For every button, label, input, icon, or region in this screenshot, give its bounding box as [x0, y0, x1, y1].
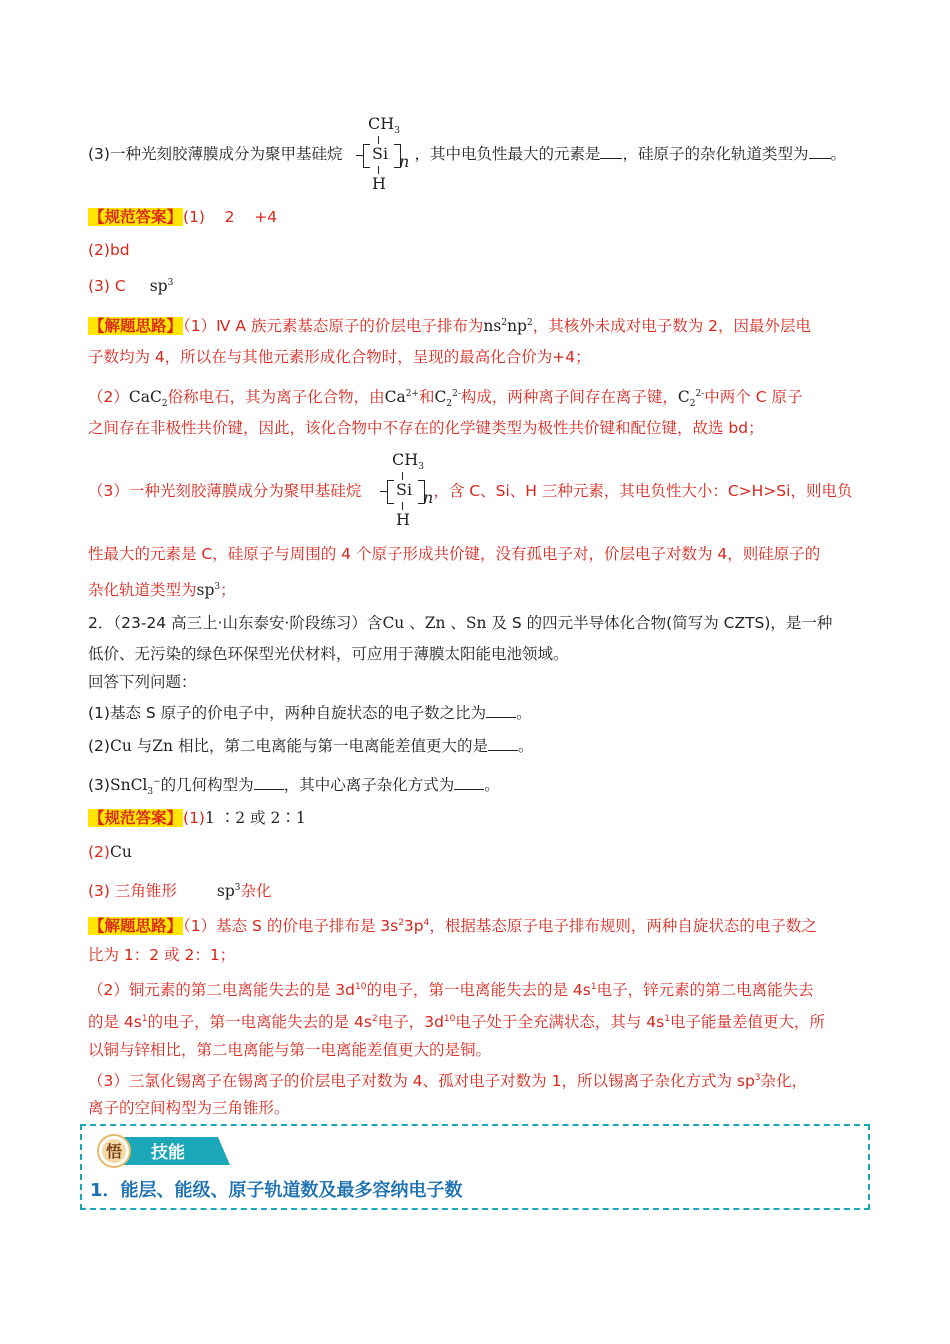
question-2-part-1: (1)基态 S 原子的价电子中，两种自旋状态的电子数之比为 。 — [88, 704, 532, 722]
question-2-part-2: (2)Cu 与Zn 相比，第二电离能与第一电离能差值更大的是 。 — [88, 737, 534, 755]
answer-2-line-2: (2)Cu — [88, 843, 132, 861]
explain-1-p3: （3）一种光刻胶薄膜成分为聚甲基硅烷 ，含 C、Si、H 三种元素，其电负性大小：C>H>Si，则电负 — [88, 482, 853, 500]
explain-2-p2-line-2: 的是 $4s^1$的电子，第一电离能失去的是 $4s^2$电子，$3d^{10}$电子处于全充满状态，其与 $4s^1$电子能量差值更大，所 — [88, 1013, 825, 1032]
question-2-intro: 2．（23-24 高三上·山东泰安·阶段练习）含Cu 、Zn 、Sn 及 S 的四元半导体化合物(简写为 CZTS)，是一种 — [88, 614, 833, 632]
polymer-structure: $CH_3$ Si n H — [356, 114, 426, 194]
answer-1-line-2: (2)bd — [88, 241, 130, 259]
skill-title: 1．能层、能级、原子轨道数及最多容纳电子数 — [90, 1180, 463, 1201]
answer-1-line-1: 【规范答案】(1) 2 +4 — [89, 208, 278, 226]
explain-1-p3-line-2: 性最大的元素是 C，硅原子与周围的 4 个原子形成共价键，没有孤电子对，价层电子对数为 4，则硅原子的 — [88, 545, 821, 563]
polymer-structure-2: $CH_3$ Si n H — [380, 450, 450, 530]
answer-2-line-1: 【规范答案】(1)1 ∶2 或 2∶1 — [89, 809, 306, 827]
explain-2-p2-line-3: 以铜与锌相比，第二电离能与第一电离能差值更大的是铜。 — [88, 1041, 492, 1059]
skill-badge-label: 技能 — [151, 1143, 185, 1163]
explain-2-p1-line-2: 比为 1：2 或 2：1； — [88, 946, 236, 964]
explain-1-p1-line-2: 子数均为 4，所以在与其他元素形成化合物时，呈现的最高化合价为+4； — [88, 348, 591, 366]
question-2-intro-line-2: 低价、无污染的绿色环保型光伏材料，可应用于薄膜太阳能电池领域。 — [88, 645, 569, 663]
question-2-intro-line-3: 回答下列问题： — [88, 673, 197, 691]
explain-1-p2-line-2: 之间存在非极性共价键，因此，该化合物中不存在的化学键类型为极性共价键和配位键，故选 bd； — [88, 419, 764, 437]
skill-badge — [96, 1134, 236, 1168]
explain-2-p3: （3）三氯化锡离子在锡离子的价层电子对数为 4、孤对电子对数为 1，所以锡离子杂化方式为 $sp^3$杂化， — [88, 1072, 808, 1091]
skill-section — [80, 1124, 870, 1210]
skill-badge-char: 悟 — [105, 1142, 123, 1161]
explain-1-p3-line-3: 杂化轨道类型为$sp^3$； — [88, 581, 236, 600]
explain-2-p1: 【解题思路】（1）基态 S 的价电子排布是 $3s^23p^4$，根据基态原子电子排布规则，两种自旋状态的电子数之 — [89, 917, 817, 936]
answer-2-line-3: (3) 三角锥形 $sp^3$杂化 — [88, 882, 272, 901]
explain-2-p2: （2）铜元素的第二电离能失去的是 $3d^{10}$的电子，第一电离能失去的是 $4s^1$电子，锌元素的第二电离能失去 — [88, 981, 814, 1000]
explain-1-p1: 【解题思路】（1）Ⅳ A 族元素基态原子的价层电子排布为$ns^2np^2$，其核外未成对电子数为 2，因最外层电 — [89, 317, 811, 336]
answer-1-line-3: (3) C $sp^3$ — [88, 277, 174, 296]
explain-2-p3-line-2: 离子的空间构型为三角锥形。 — [88, 1099, 290, 1117]
question-1-part-3: (3)一种光刻胶薄膜成分为聚甲基硅烷 ，其中电负性最大的元素是 ，硅原子的杂化轨道类型为 。 — [88, 145, 847, 163]
question-2-part-3: (3)SnCl$_3$−的几何构型为 ，其中心离子杂化方式为 。 — [88, 776, 500, 798]
explain-1-p2: （2）CaC$_2$俗称电石，其为离子化合物，由$Ca^{2+}$和$C_2^{2-}$构成，两种离子间存在离子键，$C_2^{2-}$中两个 C 原子 — [88, 388, 803, 410]
